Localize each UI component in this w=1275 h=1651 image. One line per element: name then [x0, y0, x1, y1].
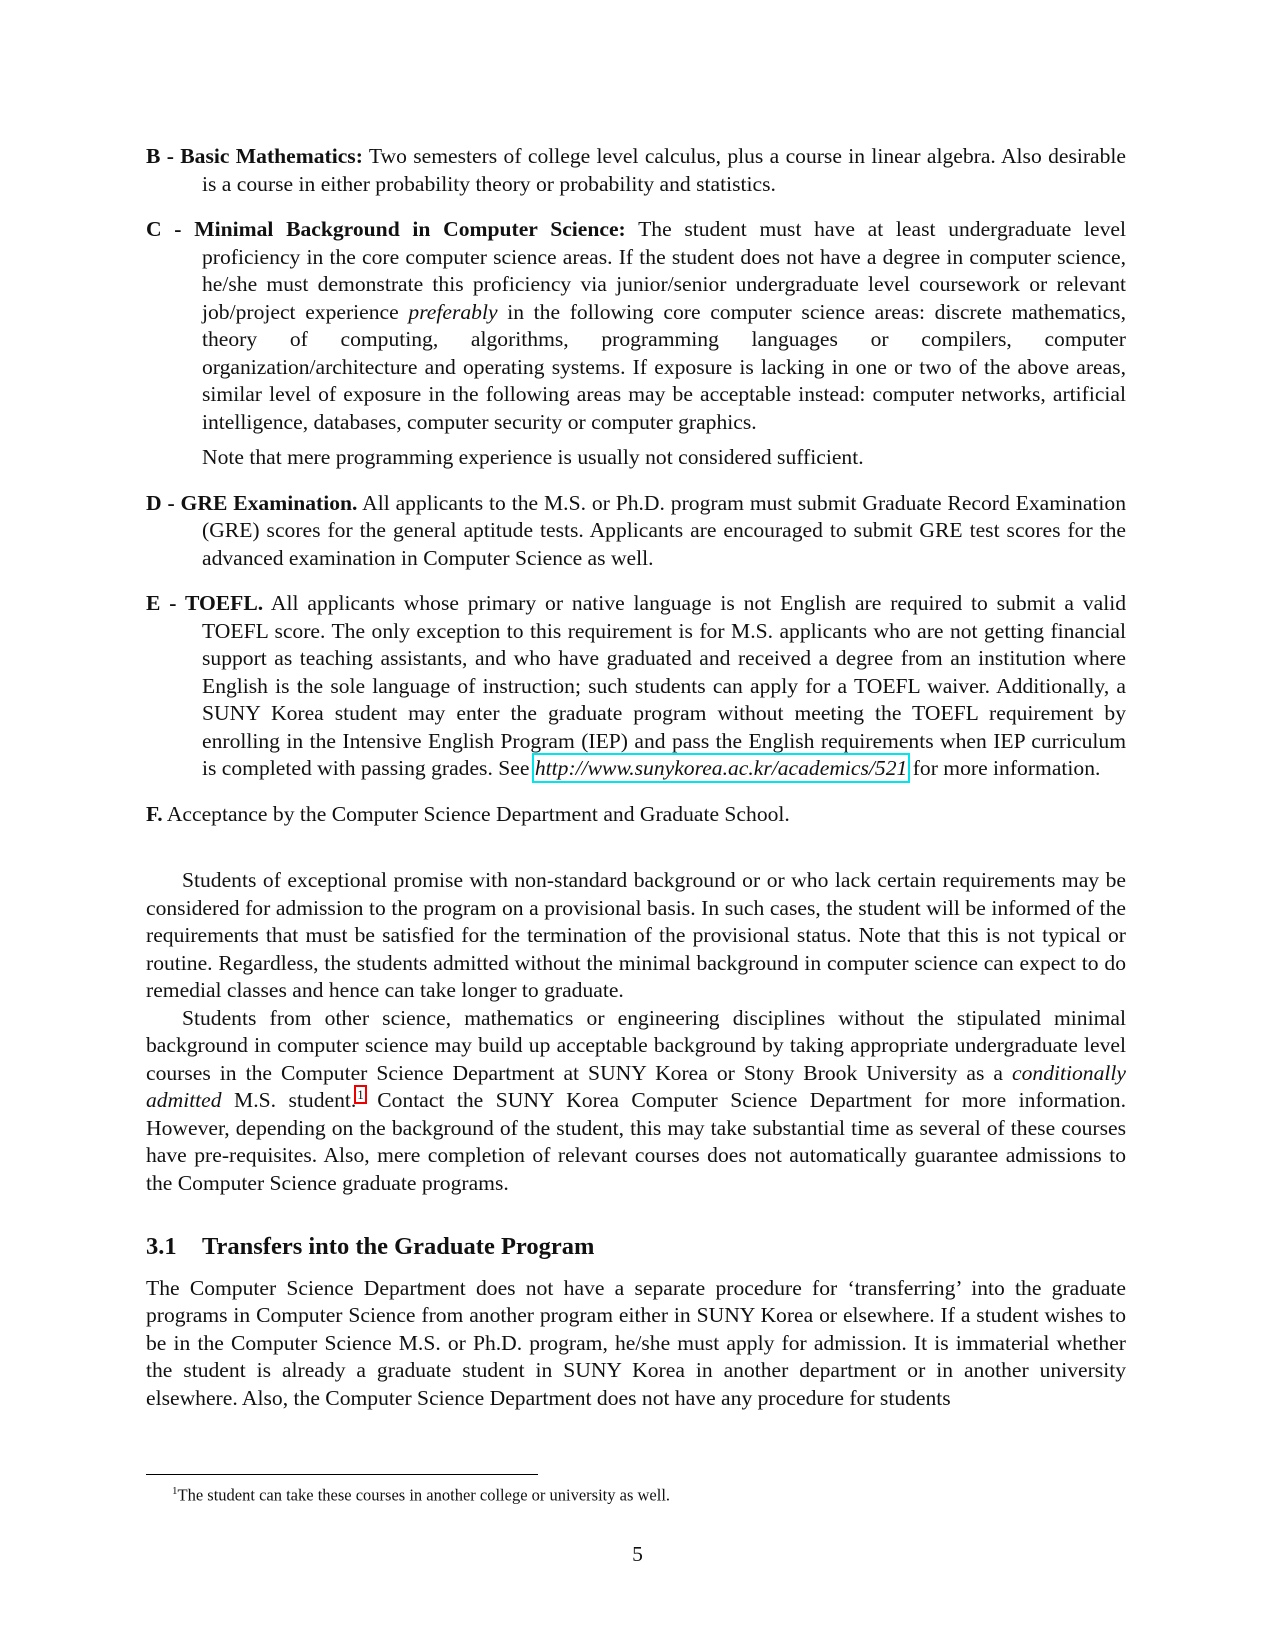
footnote-rule — [146, 1474, 538, 1475]
requirement-note: Note that mere programming experience is usually not considered sufficient. — [202, 445, 864, 469]
requirement-text: in the following core computer science areas: discrete mathematics, theory of computing, algorithms, programming languages or compilers, computer organization/architecture and operating systems. If exposure is lacking in one or two of the above areas, similar level of exposure in the following areas may be acceptable instead: computer networks, artificial intelligence, databases, computer security or computer graphics. — [202, 299, 1126, 434]
requirement-d — [146, 490, 1126, 573]
requirement-text: All applicants to the M.S. or Ph.D. program must submit Graduate Record Examination (GRE) scores for the general aptitude tests. Applicants are encouraged to submit GRE test scores for the advanced examination in Computer Science as well. — [202, 490, 1126, 570]
text: Students from other science, mathematics or engineering disciplines without the stipulated minimal background in computer science may build up acceptable background by taking appropriate undergraduate level courses in the Computer Science Department at SUNY Korea or Stony Brook University as a — [146, 1005, 1126, 1085]
requirement-label: F. — [146, 801, 163, 826]
requirement-e — [146, 590, 1126, 783]
footnote — [172, 1485, 670, 1506]
requirement-b — [146, 143, 1126, 198]
sunykorea-link[interactable]: http://www.sunykorea.ac.kr/academics/521 — [534, 756, 908, 780]
requirement-label: B - Basic Mathematics: — [146, 144, 363, 168]
paragraph-provisional: Students of exceptional promise with non-standard background or or who lack certain requirements may be considered for admission to the program on a provisional basis. In such cases, the student will be informed of the requirements that must be satisfied for the termination of the provisional status. Note that this is not typical or routine. Regardless, the students admitted without the minimal background in computer science can expect to do remedial classes and hence can take longer to graduate. — [146, 868, 1126, 1002]
footnote-ref-link[interactable]: 1 — [357, 1086, 364, 1102]
text: Contact the SUNY Korea Computer Science Department for more information. However, depending on the background of the student, this may take substantial time as several of these courses have pre-requisites. Also, mere completion of relevant courses does not automatically guarantee admissions to the Computer Science graduate programs. — [146, 1088, 1127, 1195]
emphasis: preferably — [408, 299, 498, 324]
footnote-text: The student can take these courses in another college or university as well. — [177, 1485, 671, 1505]
section-heading — [146, 1233, 1126, 1261]
section-number: 3.1 — [146, 1233, 177, 1260]
requirement-text: All applicants whose primary or native language is not English are required to submit a valid TOEFL score. The only exception to this requirement is for M.S. applicants who are not getting financial support as teaching assistants, and who have graduated and received a degree from an institution where English is the sole language of instruction; such students can apply for a TOEFL waiver. Additionally, a SUNY Korea student may enter the graduate program without meeting the TOEFL requirement by enrolling in the Intensive English Program (IEP) and pass the English requirements when IEP curriculum is completed with passing grades. See — [202, 591, 1126, 780]
page-number: 5 — [632, 1542, 643, 1566]
text: M.S. student. — [234, 1088, 357, 1112]
requirement-text: Acceptance by the Computer Science Department and Graduate School. — [166, 801, 790, 826]
requirement-c — [146, 216, 1126, 472]
requirement-label: E - TOEFL. — [146, 591, 264, 615]
requirement-text: for more information. — [912, 756, 1101, 780]
document-page — [146, 143, 1126, 1412]
requirement-text: Two semesters of college level calculus, plus a course in linear algebra. Also desirable is a course in either probability theory or probability and statistics. — [202, 144, 1127, 196]
requirement-label: D - GRE Examination. — [146, 490, 358, 515]
requirement-text: The student must have at least undergraduate level proficiency in the core computer science areas. If the student does not have a degree in computer science, he/she must demonstrate this proficiency via junior/senior undergraduate level coursework or relevant job/project experience — [202, 217, 1126, 324]
footnote-mark: 1 — [172, 1485, 178, 1497]
paragraph-conditional — [146, 1005, 1126, 1198]
section-title: Transfers into the Graduate Program — [202, 1233, 595, 1260]
requirement-f — [146, 801, 1126, 829]
section-body: The Computer Science Department does not have a separate procedure for ‘transferring’ into the graduate programs in Computer Science from another program either in SUNY Korea or elsewhere. If a student wishes to be in the Computer Science M.S. or Ph.D. program, he/she must apply for admission. It is immaterial whether the student is already a graduate student in SUNY Korea in another department or in another university elsewhere. Also, the Computer Science Department does not have any procedure for students — [146, 1275, 1126, 1410]
emphasis: conditionally admitted — [146, 1060, 1126, 1112]
requirement-label: C - Minimal Background in Computer Science: — [146, 217, 626, 241]
